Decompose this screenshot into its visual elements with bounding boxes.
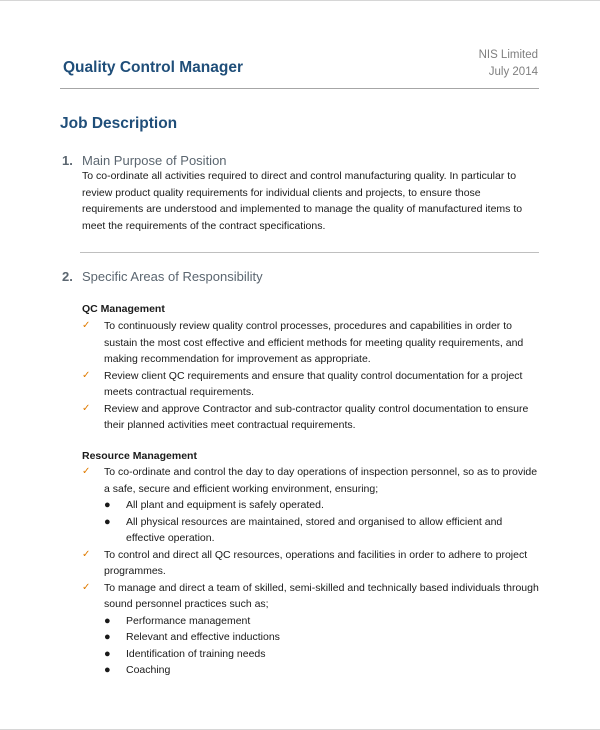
list-item-text: Review and approve Contractor and sub-contractor quality control documentation to ensure their planned activities meet contractual requirements. bbox=[104, 402, 529, 431]
sub-list bbox=[82, 497, 542, 547]
bullet-icon: ● bbox=[104, 499, 111, 511]
section-divider bbox=[80, 252, 539, 253]
resource-management-heading: Resource Management bbox=[82, 450, 197, 462]
check-icon: ✓ bbox=[82, 466, 91, 477]
qc-management-heading: QC Management bbox=[82, 303, 165, 315]
list-item-text: To co-ordinate and control the day to day operations of inspection personnel, so as to provide a safe, secure and efficient working environment, ensuring; bbox=[104, 466, 538, 495]
section-title: Job Description bbox=[60, 115, 178, 132]
qc-management-list bbox=[82, 318, 542, 434]
sub-list-item-text: Identification of training needs bbox=[126, 647, 266, 660]
sub-list-item-text: All physical resources are maintained, stored and organised to allow efficient and effective operation. bbox=[126, 515, 503, 544]
sub-list-item-text: Performance management bbox=[126, 614, 251, 627]
purpose-heading bbox=[62, 153, 227, 168]
check-icon: ✓ bbox=[82, 320, 91, 331]
document-title: Quality Control Manager bbox=[63, 59, 243, 76]
purpose-paragraph: To co-ordinate all activities required to direct and control manufacturing quality. In particular to review product quality requirements for individual clients and projects, to ensure those requirements are understood and implemented to manage the quality of manufactured items to meet the requirements of the contract specifications. bbox=[82, 170, 523, 232]
document-date: July 2014 bbox=[488, 66, 538, 78]
bullet-icon: ● bbox=[104, 631, 111, 643]
list-item bbox=[82, 580, 542, 613]
purpose-heading-text: Main Purpose of Position bbox=[82, 153, 227, 168]
list-item bbox=[82, 547, 542, 580]
bullet-icon: ● bbox=[104, 647, 111, 660]
bullet-icon: ● bbox=[104, 515, 111, 528]
responsibilities-heading bbox=[62, 269, 263, 284]
list-item bbox=[82, 464, 542, 497]
sub-list-item bbox=[82, 662, 542, 679]
resource-management-list bbox=[82, 464, 542, 679]
bullet-icon: ● bbox=[104, 664, 111, 676]
sub-list-item bbox=[82, 629, 542, 646]
sub-list-item bbox=[82, 613, 542, 630]
responsibilities-heading-text: Specific Areas of Responsibility bbox=[82, 269, 263, 284]
bullet-icon: ● bbox=[104, 614, 111, 627]
check-icon: ✓ bbox=[82, 369, 91, 381]
purpose-number: 1. bbox=[62, 153, 73, 168]
check-icon: ✓ bbox=[82, 581, 91, 593]
list-item bbox=[82, 368, 542, 401]
sub-list-item bbox=[82, 497, 542, 514]
sub-list-item bbox=[82, 646, 542, 663]
sub-list bbox=[82, 613, 542, 679]
sub-list-container bbox=[82, 497, 542, 547]
company-name: NIS Limited bbox=[478, 49, 538, 61]
list-item-text: To manage and direct a team of skilled, semi-skilled and technically based individuals through sound personnel practices such as; bbox=[104, 581, 539, 610]
list-item bbox=[82, 401, 542, 434]
list-item bbox=[82, 318, 542, 368]
list-item-text: To control and direct all QC resources, operations and facilities in order to adhere to project programmes. bbox=[104, 548, 528, 577]
responsibilities-number: 2. bbox=[62, 269, 73, 284]
list-item-text: Review client QC requirements and ensure that quality control documentation for a project meets contractual requirements. bbox=[104, 369, 523, 398]
page-top-border bbox=[0, 0, 600, 1]
sub-list-item-text: All plant and equipment is safely operated. bbox=[126, 499, 324, 511]
sub-list-container bbox=[82, 613, 542, 679]
check-icon: ✓ bbox=[82, 402, 91, 414]
sub-list-item bbox=[82, 514, 542, 547]
sub-list-item-text: Coaching bbox=[126, 664, 171, 676]
list-item-text: To continuously review quality control processes, procedures and capabilities in order to sustain the most cost effective and efficient methods for meeting quality requirements, and making recommendation for improvement as appropriate. bbox=[104, 320, 524, 365]
header-divider bbox=[60, 88, 539, 89]
sub-list-item-text: Relevant and effective inductions bbox=[126, 631, 280, 643]
check-icon: ✓ bbox=[82, 548, 91, 560]
